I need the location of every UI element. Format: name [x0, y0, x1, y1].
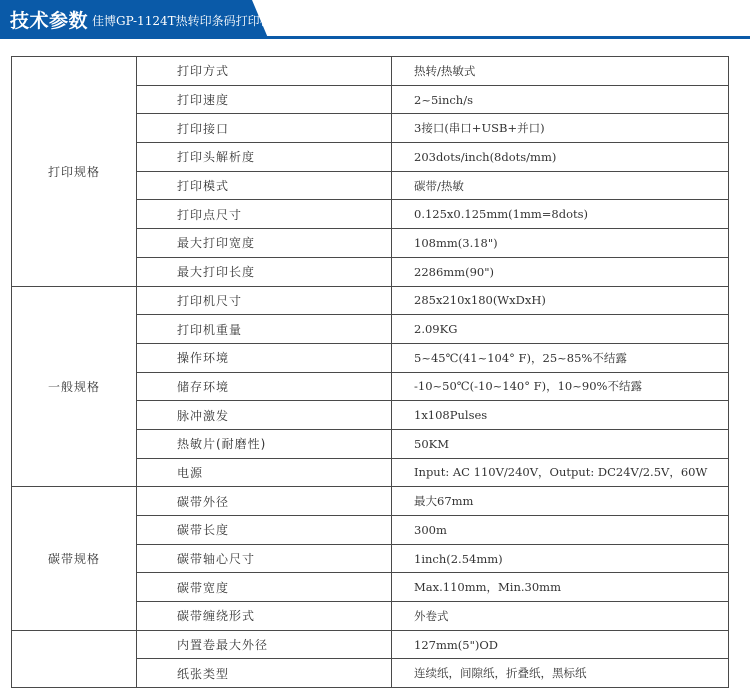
spec-label: 碳带宽度	[137, 573, 392, 602]
spec-label: 储存环境	[137, 372, 392, 401]
spec-value: 108mm(3.18")	[392, 229, 729, 258]
group-label: 碳带规格	[12, 487, 137, 630]
spec-value: 50KM	[392, 429, 729, 458]
group-label: 打印规格	[12, 57, 137, 287]
spec-label: 脉冲激发	[137, 401, 392, 430]
spec-value: 碳带/热敏	[392, 171, 729, 200]
spec-label: 纸张类型	[137, 659, 392, 688]
spec-label: 打印机重量	[137, 315, 392, 344]
spec-value: 0.125x0.125mm(1mm=8dots)	[392, 200, 729, 229]
table-row	[12, 286, 729, 315]
spec-label: 打印方式	[137, 57, 392, 86]
spec-label: 最大打印长度	[137, 257, 392, 286]
spec-value: Max.110mm，Min.30mm	[392, 573, 729, 602]
product-name: 佳博GP-1124T热转印条码打印机	[92, 14, 272, 28]
spec-value: 127mm(5")OD	[392, 630, 729, 659]
spec-value: -10~50℃(-10~140° F)，10~90%不结露	[392, 372, 729, 401]
group-label: 一般规格	[12, 286, 137, 487]
spec-value: 1inch(2.54mm)	[392, 544, 729, 573]
table-row	[12, 630, 729, 659]
spec-label: 电源	[137, 458, 392, 487]
group-label	[12, 630, 137, 687]
spec-value: 连续纸，间隙纸，折叠纸，黑标纸	[392, 659, 729, 688]
spec-value: 300m	[392, 516, 729, 545]
spec-label: 热敏片(耐磨性)	[137, 429, 392, 458]
spec-value: 最大67mm	[392, 487, 729, 516]
spec-table	[11, 56, 729, 688]
spec-label: 打印点尺寸	[137, 200, 392, 229]
spec-value: 203dots/inch(8dots/mm)	[392, 143, 729, 172]
spec-label: 碳带轴心尺寸	[137, 544, 392, 573]
table-row	[12, 57, 729, 86]
spec-label: 内置卷最大外径	[137, 630, 392, 659]
table-row	[12, 487, 729, 516]
spec-label: 操作环境	[137, 343, 392, 372]
spec-label: 碳带缠绕形式	[137, 602, 392, 631]
spec-label: 碳带外径	[137, 487, 392, 516]
spec-value: 1x108Pulses	[392, 401, 729, 430]
section-header	[0, 0, 750, 40]
spec-label: 打印接口	[137, 114, 392, 143]
spec-label: 打印模式	[137, 171, 392, 200]
header-underline	[0, 36, 750, 39]
section-title: 技术参数	[10, 10, 89, 32]
spec-label: 碳带长度	[137, 516, 392, 545]
spec-label: 打印头解析度	[137, 143, 392, 172]
spec-label: 打印速度	[137, 85, 392, 114]
spec-value: 热转/热敏式	[392, 57, 729, 86]
spec-value: 3接口(串口+USB+并口)	[392, 114, 729, 143]
spec-value: 285x210x180(WxDxH)	[392, 286, 729, 315]
spec-value: 2.09KG	[392, 315, 729, 344]
spec-value: Input: AC 110V/240V，Output: DC24V/2.5V，60W	[392, 458, 729, 487]
spec-value: 5~45℃(41~104° F)，25~85%不结露	[392, 343, 729, 372]
spec-label: 最大打印宽度	[137, 229, 392, 258]
spec-value: 2286mm(90")	[392, 257, 729, 286]
spec-label: 打印机尺寸	[137, 286, 392, 315]
spec-value: 外卷式	[392, 602, 729, 631]
spec-value: 2~5inch/s	[392, 85, 729, 114]
